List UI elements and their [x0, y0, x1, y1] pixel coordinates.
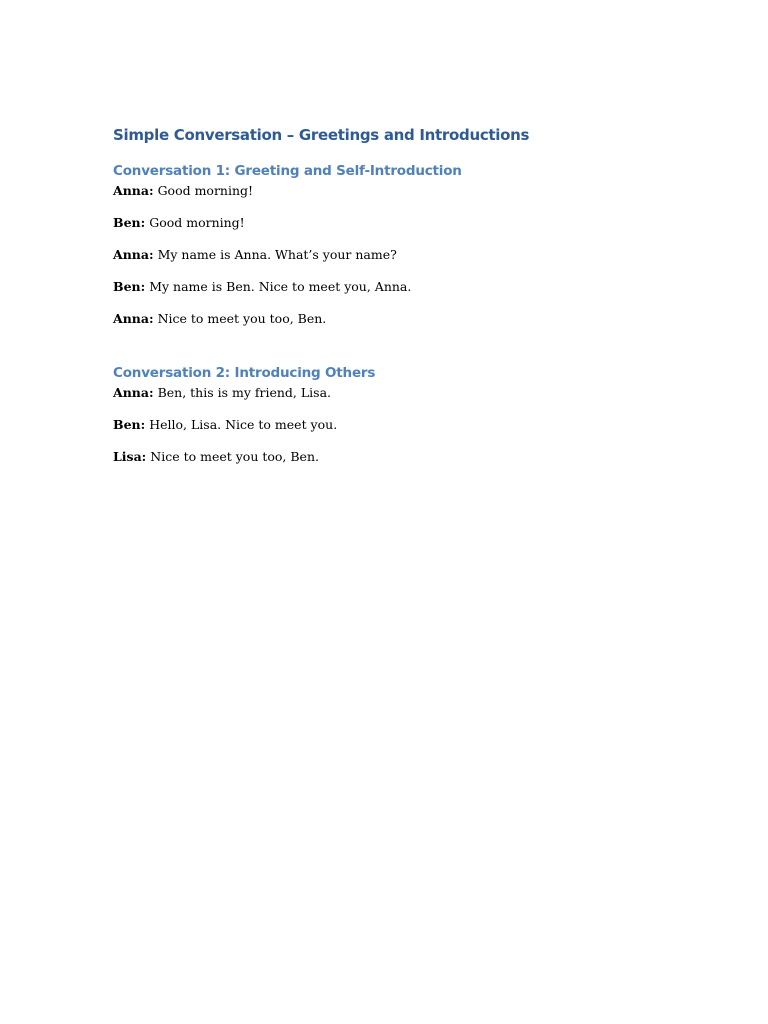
dialogue-line [113, 279, 673, 295]
dialogue-line [113, 311, 673, 327]
speaker-name: Anna: [113, 311, 154, 326]
dialogue-text: Good morning! [145, 215, 245, 230]
dialogue-line [113, 449, 673, 465]
dialogue-line [113, 215, 673, 231]
speaker-name: Ben: [113, 279, 146, 294]
dialogue-lines [113, 183, 673, 327]
dialogue-line [113, 183, 673, 199]
dialogue-text: Nice to meet you too, Ben. [146, 449, 319, 464]
conversation-section-2 [113, 363, 673, 465]
speaker-name: Anna: [113, 385, 154, 400]
document-content [113, 124, 673, 481]
dialogue-line [113, 417, 673, 433]
dialogue-lines [113, 385, 673, 465]
speaker-name: Ben: [113, 417, 146, 432]
dialogue-text: Hello, Lisa. Nice to meet you. [145, 417, 338, 432]
section-heading: Conversation 2: Introducing Others [113, 365, 376, 381]
speaker-name: Ben: [113, 215, 146, 230]
speaker-name: Lisa: [113, 449, 147, 464]
speaker-name: Anna: [113, 183, 154, 198]
dialogue-text: Nice to meet you too, Ben. [153, 311, 327, 326]
section-heading: Conversation 1: Greeting and Self-Introduction [113, 163, 462, 179]
dialogue-line [113, 247, 673, 263]
dialogue-line [113, 385, 673, 401]
dialogue-text: Ben, this is my friend, Lisa. [153, 385, 332, 400]
dialogue-text: My name is Ben. Nice to meet you, Anna. [145, 279, 412, 294]
dialogue-text: Good morning! [153, 183, 254, 198]
speaker-name: Anna: [113, 247, 154, 262]
dialogue-text: My name is Anna. What’s your name? [153, 247, 397, 262]
document-title: Simple Conversation – Greetings and Introductions [113, 126, 530, 144]
conversation-section-1 [113, 161, 673, 327]
